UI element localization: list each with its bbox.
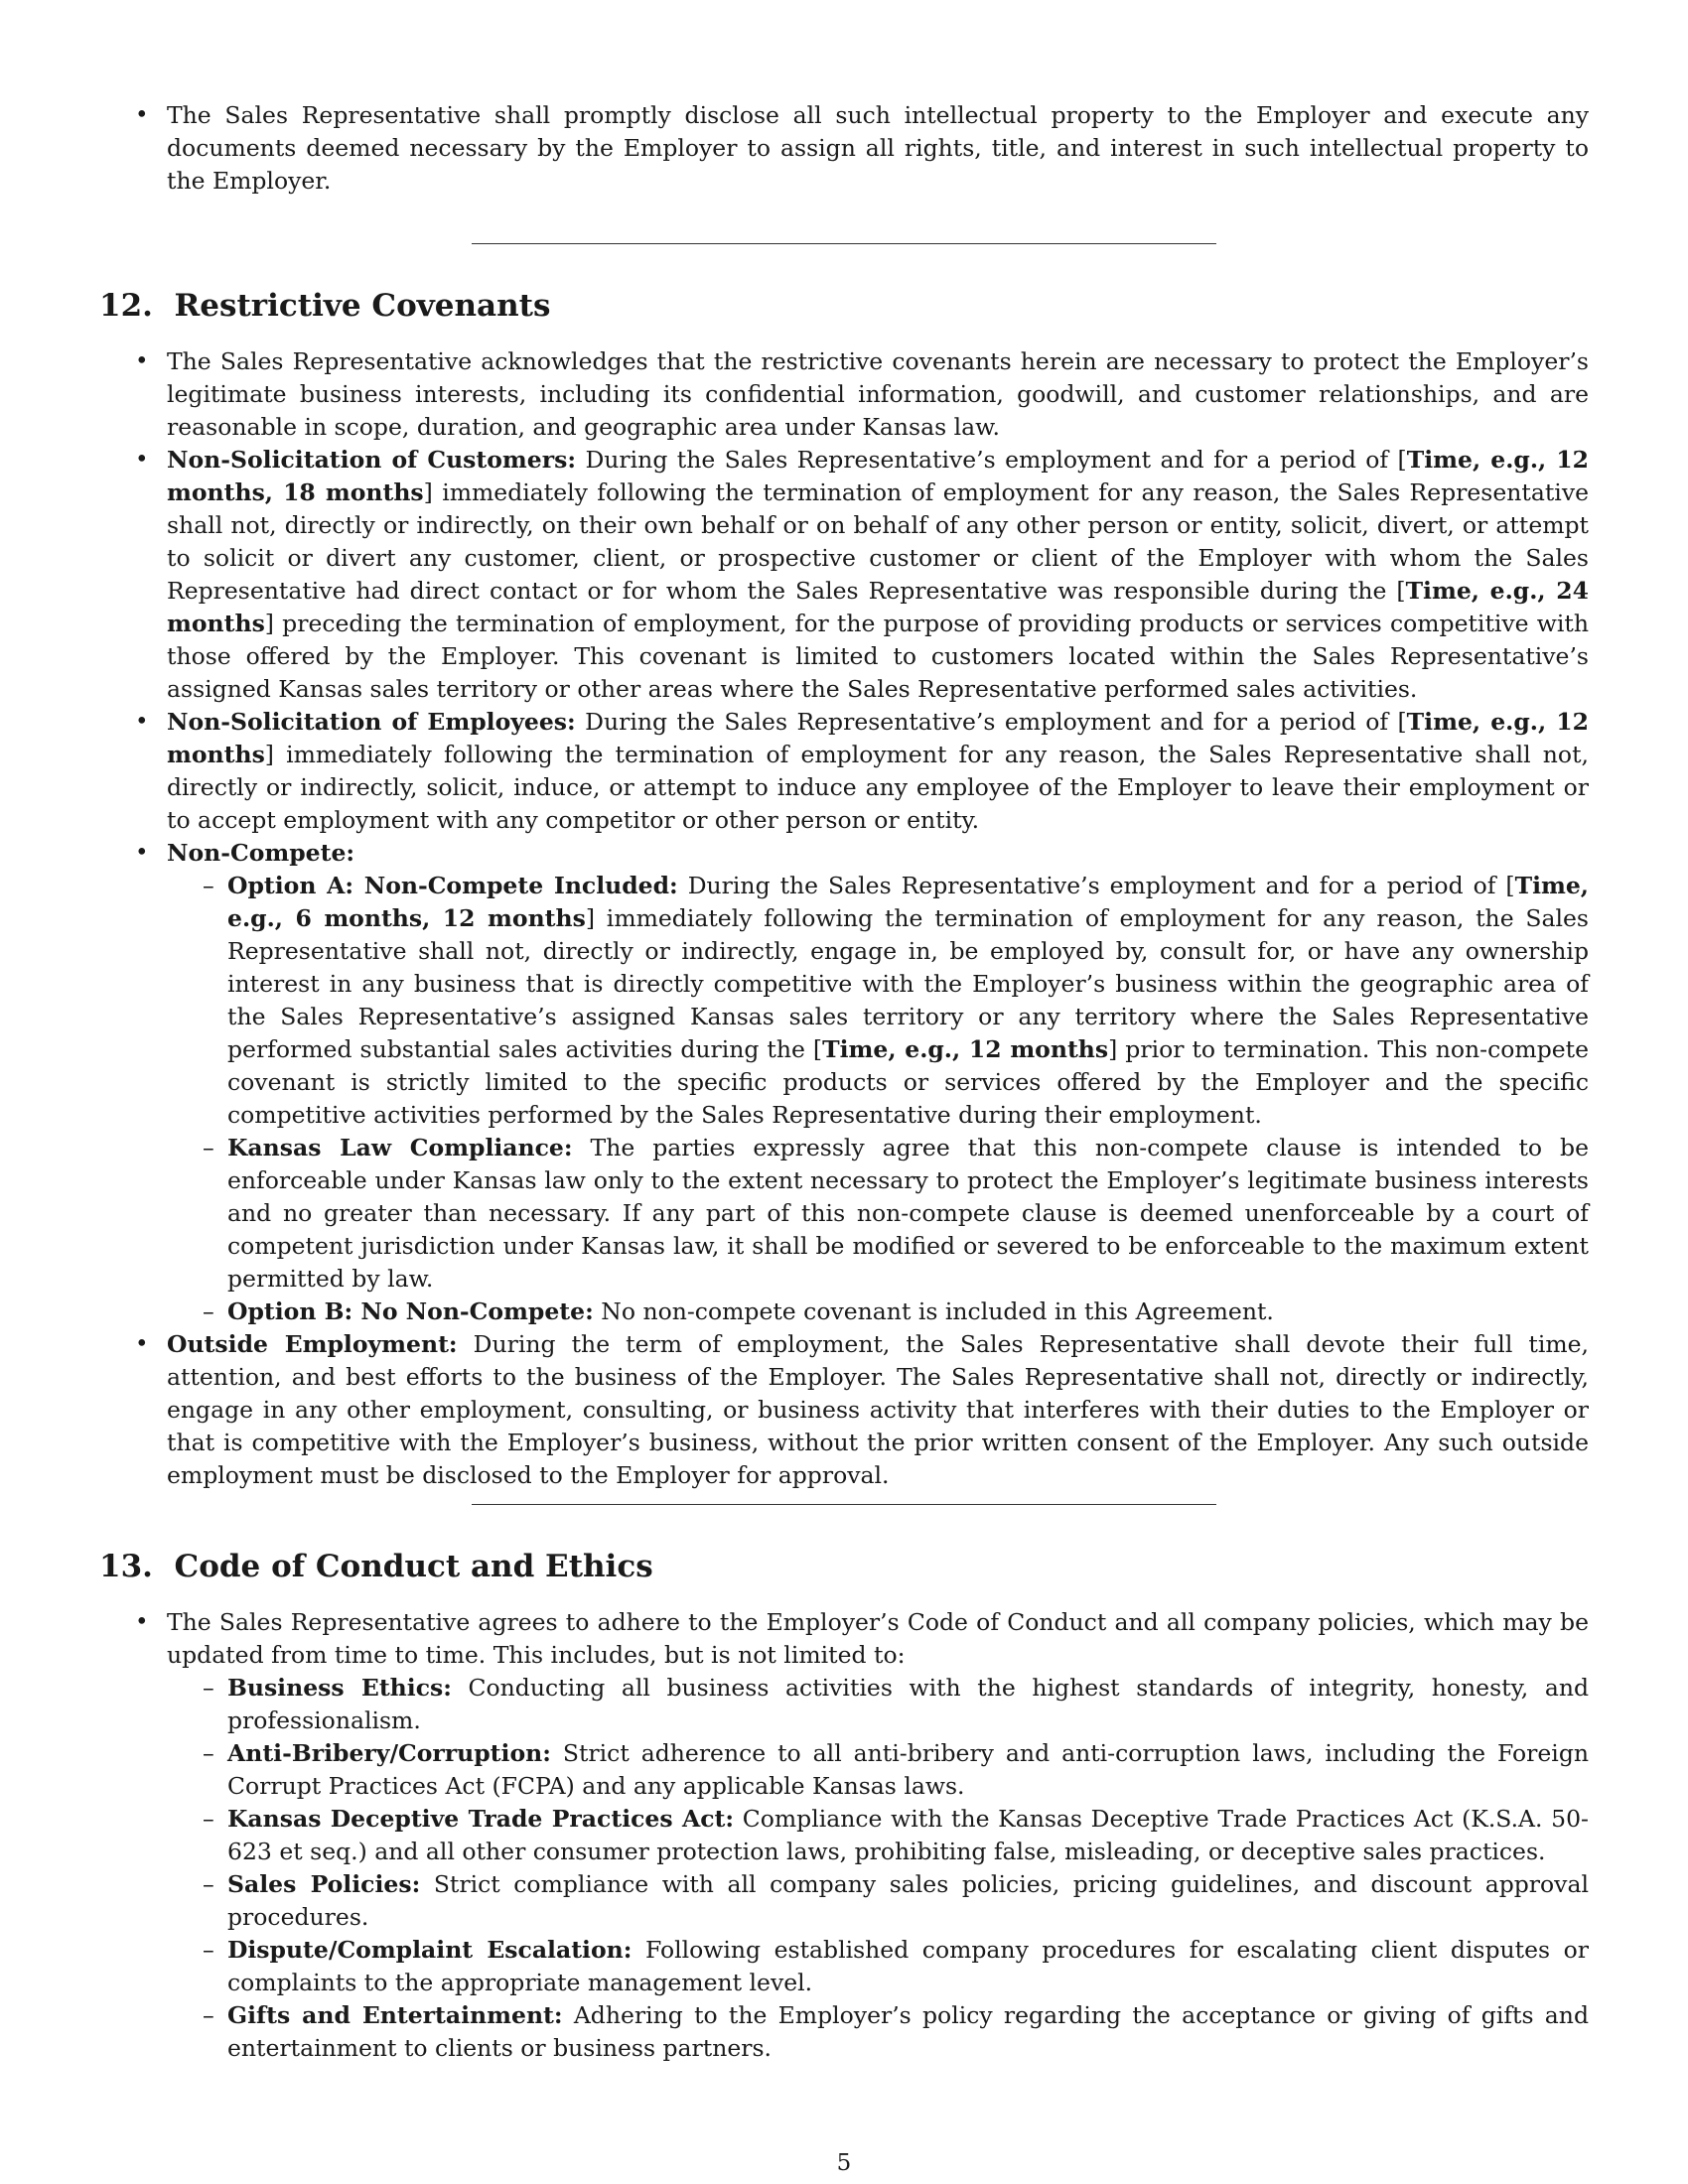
business-ethics: – Business Ethics: Conducting all business activities with the highest standards of integrity, honesty, and professionalism. bbox=[167, 1672, 1589, 1737]
gifts-and-entertainment: – Gifts and Entertainment: Adhering to the Employer’s policy regarding the acceptance or giving of gifts and entertainment to clients or business partners. bbox=[167, 1999, 1589, 2065]
section-13-body bbox=[99, 1606, 1589, 2065]
section-divider bbox=[472, 1504, 1216, 1505]
outside-employment: • Outside Employment: During the term of employment, the Sales Representative shall devote their full time, attention, and best efforts to the business of the Employer. The Sales Representative shall not, directly or indirectly, engage in any other employment, consulting, or business activity that interferes with their duties to the Employer or that is competitive with the Employer’s business, without the prior written consent of the Employer. Any such outside employment must be disclosed to the Employer for approval. bbox=[99, 1328, 1589, 1492]
dispute-complaint-escalation: – Dispute/Complaint Escalation: Following established company procedures for escalating client disputes or complaints to the appropriate management level. bbox=[167, 1934, 1589, 1999]
section-divider bbox=[472, 243, 1216, 244]
non-compete: • Non-Compete: – Option A: Non-Compete Included: During the Sales Representative’s employment and for a period of [Time, e.g., 6 months, 12 months] immediately following the termination of employment for any reason, the Sales Representative shall not, directly or indirectly, engage in, be employed by, consult for, or have any ownership interest in any business that is directly competitive with the Employer’s business within the geographic area of the Sales Representative’s assigned Kansas sales territory or any territory where the Sales Representative performed substantial sales activities during the [Time, e.g., 12 months] prior to termination. This non-compete covenant is strictly limited to the specific products or services offered by the Employer and the specific competitive activities performed by the Sales Representative during their employment. – Kansas Law Compliance: The parties expressly agree that this non-compete clause is intended to be enforceable under Kansas law only to the extent necessary to protect the Employer’s legitimate business interests and no greater than necessary. If any part of this non-compete clause is deemed unenforceable by a court of competent jurisdiction under Kansas law, it shall be modified or severed to be enforceable to the maximum extent permitted by law. – Option B: No Non-Compete: No non-compete covenant is included in this Agreement. bbox=[99, 837, 1589, 1328]
page-number: 5 bbox=[836, 2150, 852, 2176]
section-12-heading: 12. Restrictive Covenants bbox=[99, 288, 551, 324]
non-solicitation-customers: • Non-Solicitation of Customers: During the Sales Representative’s employment and for a period of [Time, e.g., 12 months, 18 months] immediately following the termination of employment for any reason, the Sales Representative shall not, directly or indirectly, on their own behalf or on behalf of any other person or entity, solicit, divert, or attempt to solicit or divert any customer, client, or prospective customer or client of the Employer with whom the Sales Representative had direct contact or for whom the Sales Representative was responsible during the [Time, e.g., 24 months] preceding the termination of employment, for the purpose of providing products or services competitive with those offered by the Employer. This covenant is limited to customers located within the Sales Representative’s assigned Kansas sales territory or other areas where the Sales Representative performed sales activities. bbox=[99, 444, 1589, 706]
section-13-heading: 13. Code of Conduct and Ethics bbox=[99, 1549, 653, 1584]
anti-bribery-corruption: – Anti-Bribery/Corruption: Strict adherence to all anti-bribery and anti-corruption laws, including the Foreign Corrupt Practices Act (FCPA) and any applicable Kansas laws. bbox=[167, 1737, 1589, 1803]
non-solicitation-employees: • Non-Solicitation of Employees: During the Sales Representative’s employment and for a period of [Time, e.g., 12 months] immediately following the termination of employment for any reason, the Sales Representative shall not, directly or indirectly, solicit, induce, or attempt to induce any employee of the Employer to leave their employment or to accept employment with any competitor or other person or entity. bbox=[99, 706, 1589, 837]
list-item: • The Sales Representative shall promptly disclose all such intellectual property to the Employer and execute any documents deemed necessary by the Employer to assign all rights, title, and interest in such intellectual property to the Employer. bbox=[99, 99, 1589, 198]
list-item: • The Sales Representative acknowledges that the restrictive covenants herein are necessary to protect the Employer’s legitimate business interests, including its confidential information, goodwill, and customer relationships, and are reasonable in scope, duration, and geographic area under Kansas law. bbox=[99, 345, 1589, 444]
code-of-conduct-intro: • The Sales Representative agrees to adhere to the Employer’s Code of Conduct and all company policies, which may be updated from time to time. This includes, but is not limited to: – Business Ethics: Conducting all business activities with the highest standards of integrity, honesty, and professionalism. – Anti-Bribery/Corruption: Strict adherence to all anti-bribery and anti-corruption laws, including the Foreign Corrupt Practices Act (FCPA) and any applicable Kansas laws. – Kansas Deceptive Trade Practices Act: Compliance with the Kansas Deceptive Trade Practices Act (K.S.A. 50-623 et seq.) and all other consumer protection laws, prohibiting false, misleading, or deceptive sales practices. – Sales Policies: Strict compliance with all company sales policies, pricing guidelines, and discount approval procedures. – Dispute/Complaint Escalation: Following established company procedures for escalating client disputes or complaints to the appropriate management level. – Gifts and Entertainment: Adhering to the Employer’s policy regarding the acceptance or giving of gifts and entertainment to clients or business partners. bbox=[99, 1606, 1589, 2065]
section-12-body bbox=[99, 345, 1589, 1492]
sales-policies: – Sales Policies: Strict compliance with all company sales policies, pricing guidelines, and discount approval procedures. bbox=[167, 1868, 1589, 1934]
option-b-no-non-compete: – Option B: No Non-Compete: No non-compete covenant is included in this Agreement. bbox=[167, 1296, 1589, 1328]
option-a-non-compete: – Option A: Non-Compete Included: During the Sales Representative’s employment and for a period of [Time, e.g., 6 months, 12 months] immediately following the termination of employment for any reason, the Sales Representative shall not, directly or indirectly, engage in, be employed by, consult for, or have any ownership interest in any business that is directly competitive with the Employer’s business within the geographic area of the Sales Representative’s assigned Kansas sales territory or any territory where the Sales Representative performed substantial sales activities during the [Time, e.g., 12 months] prior to termination. This non-compete covenant is strictly limited to the specific products or services offered by the Employer and the specific competitive activities performed by the Sales Representative during their employment. bbox=[167, 870, 1589, 1132]
kansas-law-compliance: – Kansas Law Compliance: The parties expressly agree that this non-compete clause is intended to be enforceable under Kansas law only to the extent necessary to protect the Employer’s legitimate business interests and no greater than necessary. If any part of this non-compete clause is deemed unenforceable by a court of competent jurisdiction under Kansas law, it shall be modified or severed to be enforceable to the maximum extent permitted by law. bbox=[167, 1132, 1589, 1296]
ip-continuation bbox=[99, 99, 1589, 198]
kansas-deceptive-trade-practices: – Kansas Deceptive Trade Practices Act: Compliance with the Kansas Deceptive Trade Practices Act (K.S.A. 50-623 et seq.) and all other consumer protection laws, prohibiting false, misleading, or deceptive sales practices. bbox=[167, 1803, 1589, 1868]
